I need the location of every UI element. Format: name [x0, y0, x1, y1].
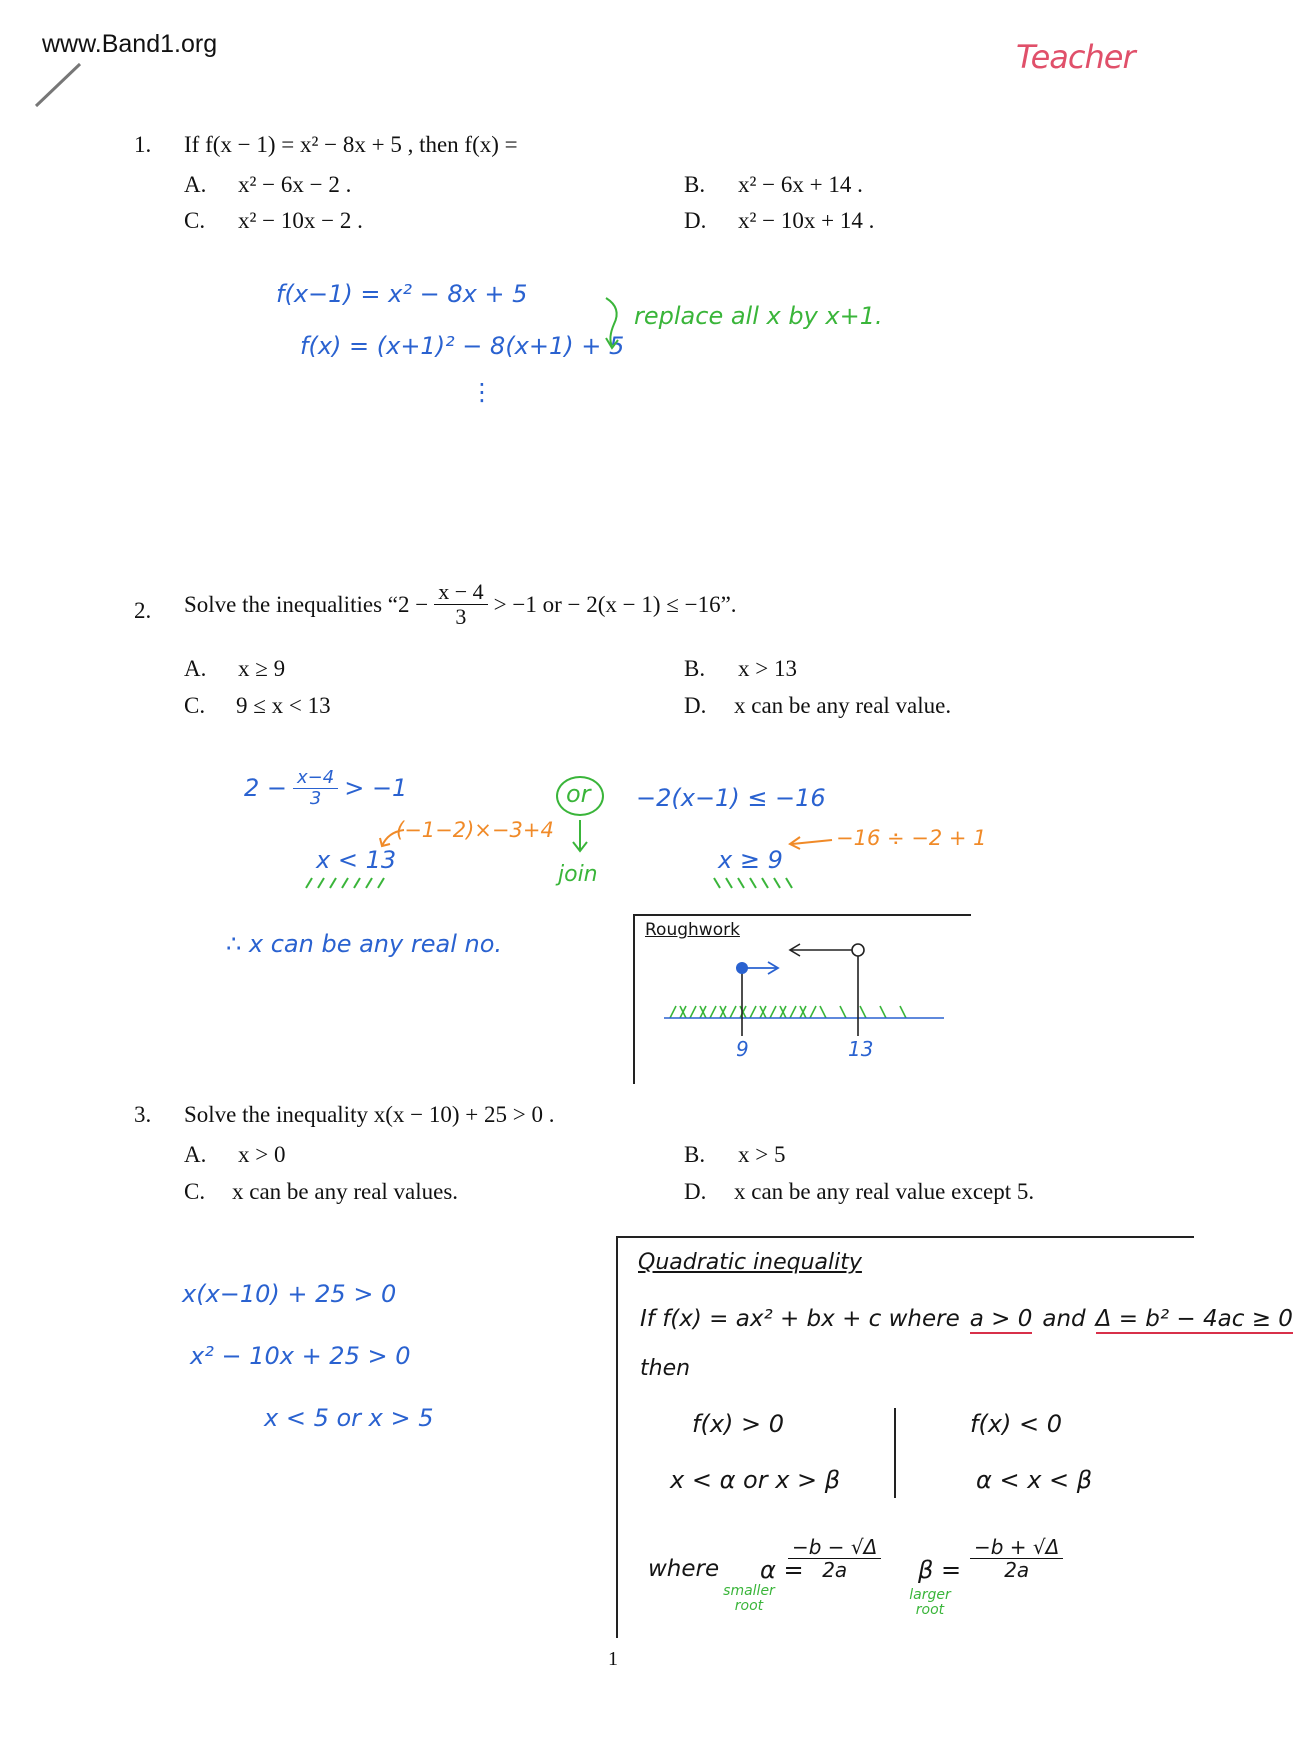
q1-option-d: x² − 10x + 14 .	[738, 208, 875, 233]
box-left-sol: x < α or x > β	[670, 1466, 841, 1494]
box-if-pre: If f(x) = ax² + bx + c where	[640, 1306, 960, 1332]
pen-mark-icon	[34, 60, 84, 110]
q2-work-left-pre: 2 −	[244, 774, 288, 803]
roughwork-mark-9: 9	[736, 1037, 749, 1061]
box-alpha-num: −b − √Δ	[788, 1536, 881, 1559]
box-right-sol: α < x < β	[976, 1466, 1093, 1494]
number-line-diagram	[660, 936, 960, 1060]
q2-work-left-frac-den: 3	[309, 787, 322, 809]
q1-work-note: replace all x by x+1.	[634, 302, 883, 330]
q2-work-right-ineq: −2(x−1) ≤ −16	[636, 784, 826, 812]
site-url: www.Band1.org	[42, 30, 218, 58]
q1-option-d-letter: D.	[684, 208, 707, 233]
page-number: 1	[608, 1648, 618, 1670]
q2-option-c: 9 ≤ x < 13	[236, 693, 331, 718]
roughwork-title: Roughwork	[645, 920, 740, 940]
q2-stem-before: Solve the inequalities “2 −	[184, 591, 429, 617]
box-and: and	[1042, 1306, 1086, 1332]
box-then: then	[640, 1356, 691, 1381]
q2-frac-num: x − 4	[434, 580, 487, 605]
q3-option-d-letter: D.	[684, 1179, 707, 1204]
q1-option-a-letter: A.	[184, 172, 207, 197]
box-divider	[894, 1408, 896, 1498]
box-cond1: a > 0	[969, 1306, 1033, 1332]
q1-work-line1: f(x−1) = x² − 8x + 5	[276, 280, 528, 308]
brace-icon	[600, 294, 630, 354]
q3-option-b: x > 5	[738, 1142, 786, 1167]
q3-option-c: x can be any real values.	[232, 1179, 459, 1204]
shading-right-icon	[712, 876, 812, 890]
q3-option-c-letter: C.	[184, 1179, 206, 1204]
q2-work-left-result: x < 13	[316, 846, 397, 874]
q3-option-a-letter: A.	[184, 1142, 207, 1167]
q2-work-conclusion: ∴ x can be any real no.	[226, 930, 503, 958]
q3-option-d: x can be any real value except 5.	[734, 1179, 1035, 1204]
box-where: where	[648, 1556, 720, 1582]
q2-option-d: x can be any real value.	[734, 693, 952, 718]
box-title: Quadratic inequality	[638, 1250, 862, 1275]
q2-option-b-letter: B.	[684, 656, 706, 681]
box-left-head: f(x) > 0	[692, 1410, 785, 1438]
box-beta: β =	[918, 1556, 962, 1584]
roughwork-mark-13: 13	[848, 1037, 874, 1061]
q2-work-left-frac-num: x−4	[293, 768, 338, 789]
box-alpha-den: 2a	[822, 1558, 848, 1582]
q2-option-a: x ≥ 9	[238, 656, 286, 681]
box-beta-frac	[970, 1536, 1063, 1581]
q1-option-b: x² − 6x + 14 .	[738, 172, 863, 197]
box-alpha-note: smaller root	[723, 1583, 775, 1615]
q2-work-left-note: (−1−2)×−3+4	[396, 818, 554, 842]
q2-work-or: or	[566, 780, 591, 808]
q3-option-b-letter: B.	[684, 1142, 706, 1167]
q2-stem	[184, 580, 737, 629]
q1-work-dots: ⋮	[470, 378, 494, 406]
box-cond2: Δ = b² − 4ac ≥ 0	[1095, 1306, 1293, 1332]
q3-number: 3.	[134, 1102, 152, 1127]
q3-option-a: x > 0	[238, 1142, 286, 1167]
q2-work-left-frac	[293, 768, 338, 809]
q2-work-right-result: x ≥ 9	[718, 846, 783, 874]
box-if-line	[640, 1306, 1293, 1334]
box-alpha: α =	[760, 1556, 804, 1584]
shading-left-icon	[304, 876, 394, 890]
q2-stem-after: > −1 or − 2(x − 1) ≤ −16”.	[493, 591, 737, 617]
q2-work-left-post: > −1	[344, 774, 408, 803]
q2-stem-fraction	[434, 580, 487, 629]
q2-option-c-letter: C.	[184, 693, 206, 718]
q2-work-right-note: −16 ÷ −2 + 1	[836, 826, 987, 850]
q1-stem: If f(x − 1) = x² − 8x + 5 , then f(x) =	[184, 132, 518, 157]
q2-frac-den: 3	[455, 604, 467, 630]
q2-work-left-ineq	[244, 768, 407, 809]
box-beta-den: 2a	[1004, 1558, 1030, 1582]
arrow-down-icon	[570, 818, 590, 854]
q1-option-c: x² − 10x − 2 .	[238, 208, 363, 233]
q1-option-c-letter: C.	[184, 208, 206, 233]
q1-number: 1.	[134, 132, 152, 157]
q1-work-line2: f(x) = (x+1)² − 8(x+1) + 5	[300, 332, 625, 360]
arrow-left-icon	[378, 826, 408, 850]
q2-number: 2.	[134, 598, 152, 623]
q2-option-a-letter: A.	[184, 656, 207, 681]
q3-work-line2: x² − 10x + 25 > 0	[190, 1342, 411, 1370]
q3-work-line1: x(x−10) + 25 > 0	[182, 1280, 397, 1308]
box-beta-num: −b + √Δ	[970, 1536, 1063, 1559]
q3-stem: Solve the inequality x(x − 10) + 25 > 0 .	[184, 1102, 555, 1127]
q2-option-b: x > 13	[738, 656, 797, 681]
teacher-label: Teacher	[1016, 38, 1135, 76]
q2-work-join: join	[558, 862, 598, 887]
q1-option-a: x² − 6x − 2 .	[238, 172, 352, 197]
q3-work-line3: x < 5 or x > 5	[264, 1404, 434, 1432]
q2-option-d-letter: D.	[684, 693, 707, 718]
box-alpha-frac	[788, 1536, 881, 1581]
box-beta-note: larger root	[909, 1587, 951, 1619]
box-right-head: f(x) < 0	[970, 1410, 1063, 1438]
q1-option-b-letter: B.	[684, 172, 706, 197]
arrow-left-icon-2	[786, 834, 836, 850]
